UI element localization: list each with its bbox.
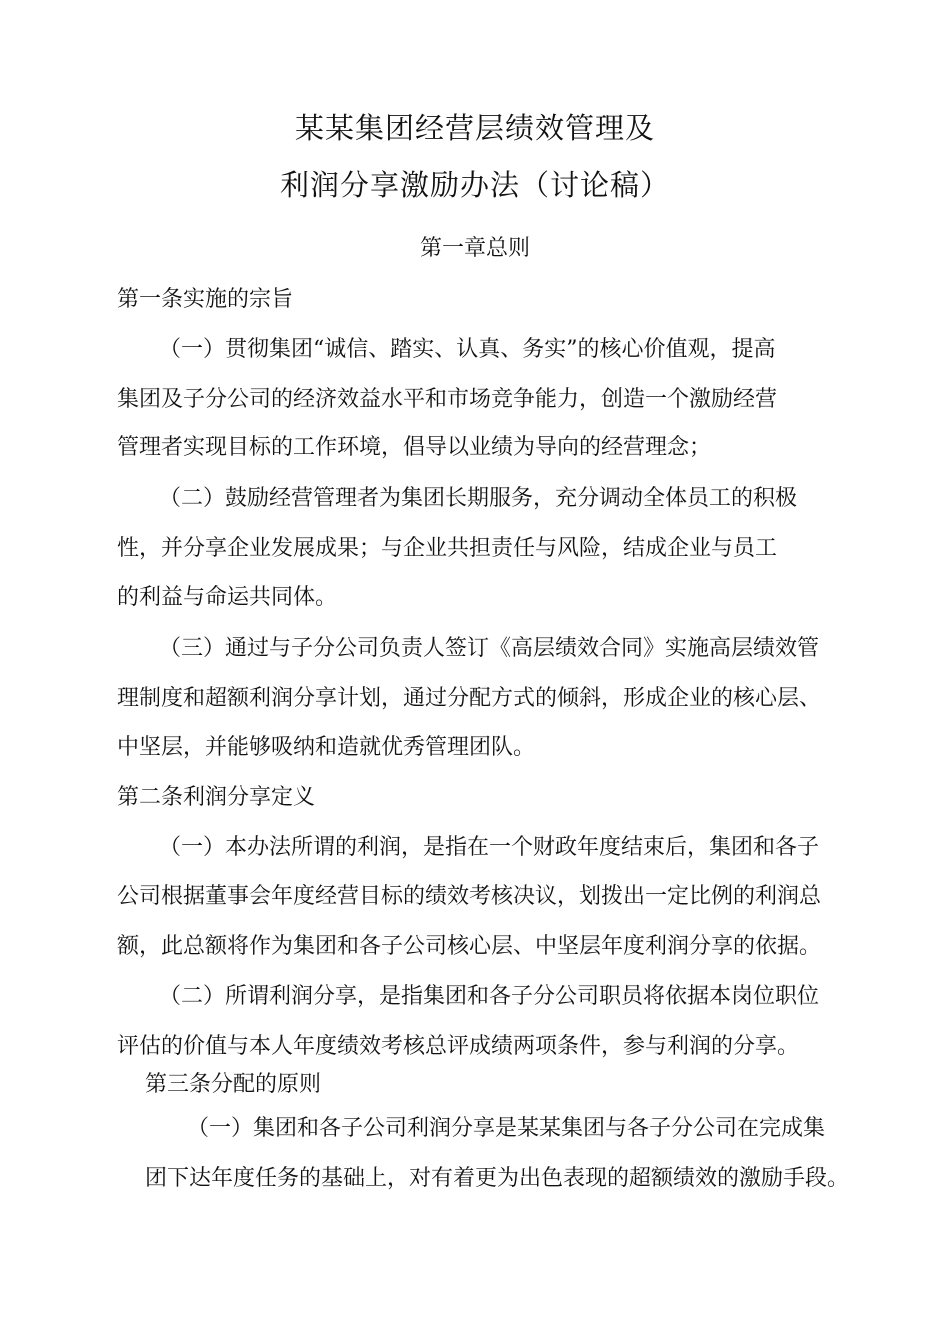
- article-1-para-1-line-3: 管理者实现目标的工作环境，倡导以业绩为导向的经营理念；: [117, 435, 712, 460]
- article-2-heading: 第二条利润分享定义: [117, 785, 316, 810]
- article-1-heading: 第一条实施的宗旨: [117, 287, 294, 312]
- article-1-para-2-line-2: 性，并分享企业发展成果；与企业共担责任与风险，结成企业与员工: [117, 536, 778, 561]
- article-2-para-2-line-1: （二）所谓利润分享，是指集团和各子分公司职员将依据本岗位职位: [159, 984, 820, 1009]
- chapter-heading: 第一章总则: [419, 236, 530, 261]
- article-2-para-1-line-3: 额，此总额将作为集团和各子公司核心层、中坚层年度利润分享的依据。: [117, 934, 822, 959]
- article-2-para-1-line-1: （一）本办法所谓的利润，是指在一个财政年度结束后，集团和各子: [159, 835, 820, 860]
- article-1-para-3-line-2: 理制度和超额利润分享计划，通过分配方式的倾斜，形成企业的核心层、: [117, 686, 822, 711]
- article-3-para-1-line-2: 团下达年度任务的基础上，对有着更为出色表现的超额绩效的激励手段。: [145, 1166, 850, 1191]
- article-1-para-3-line-3: 中坚层，并能够吸纳和造就优秀管理团队。: [117, 735, 536, 760]
- document-title-line1: 某某集团经营层绩效管理及: [294, 111, 655, 145]
- article-1-para-2-line-1: （二）鼓励经营管理者为集团长期服务，充分调动全体员工的积极: [159, 486, 798, 511]
- article-1-para-1-line-2: 集团及子分公司的经济效益水平和市场竞争能力，创造一个激励经营: [117, 387, 778, 412]
- article-3-para-1-line-1: （一）集团和各子公司利润分享是某某集团与各子分公司在完成集: [187, 1116, 826, 1141]
- article-2-para-1-line-2: 公司根据董事会年度经营目标的绩效考核决议，划拨出一定比例的利润总: [117, 884, 822, 909]
- article-1-para-3-line-1: （三）通过与子分公司负责人签订《高层绩效合同》实施高层绩效管: [159, 636, 820, 661]
- document-title-line2: 利润分享激励办法（讨论稿）: [279, 168, 670, 202]
- article-3-heading: 第三条分配的原则: [145, 1072, 322, 1097]
- article-1-para-1-line-1: （一）贯彻集团“诚信、踏实、认真、务实”的核心价值观，提高: [159, 337, 776, 362]
- article-1-para-2-line-3: 的利益与命运共同体。: [117, 585, 338, 610]
- article-2-para-2-line-2: 评估的价值与本人年度绩效考核总评成绩两项条件，参与利润的分享。: [117, 1034, 800, 1059]
